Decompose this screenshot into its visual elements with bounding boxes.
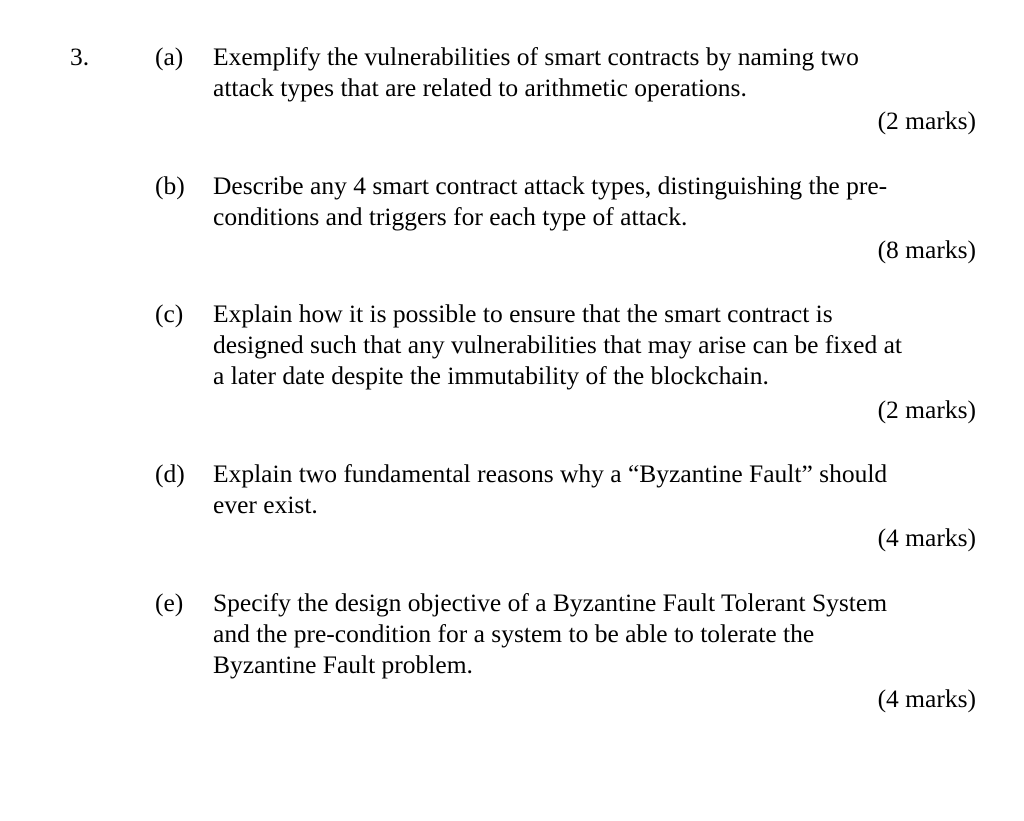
part-label: (b) bbox=[155, 171, 185, 200]
part-text bbox=[213, 41, 983, 103]
part-text-line: attack types that are related to arithmetic operations. bbox=[213, 73, 747, 102]
marks-label: (2 marks) bbox=[877, 395, 976, 424]
part-text-line: designed such that any vulnerabilities that may arise can be fixed at bbox=[213, 330, 902, 359]
part-text-line: Exemplify the vulnerabilities of smart contracts by naming two bbox=[213, 42, 859, 71]
part-text bbox=[213, 298, 983, 391]
part-text bbox=[213, 170, 983, 232]
part-label: (d) bbox=[155, 459, 185, 488]
part-label: (c) bbox=[155, 299, 184, 328]
part-text-line: Specify the design objective of a Byzantine Fault Tolerant System bbox=[213, 588, 888, 617]
part-text-line: Describe any 4 smart contract attack types, distinguishing the pre- bbox=[213, 171, 888, 200]
marks-label: (8 marks) bbox=[877, 235, 976, 264]
marks-label: (4 marks) bbox=[877, 523, 976, 552]
part-text bbox=[213, 458, 983, 520]
part-label: (a) bbox=[155, 42, 184, 71]
part-text-line: ever exist. bbox=[213, 490, 318, 519]
part-text bbox=[213, 587, 983, 680]
part-text-line: and the pre-condition for a system to be able to tolerate the bbox=[213, 619, 815, 648]
question-number: 3. bbox=[70, 42, 90, 71]
marks-label: (2 marks) bbox=[877, 106, 976, 135]
part-label: (e) bbox=[155, 588, 184, 617]
part-text-line: a later date despite the immutability of the blockchain. bbox=[213, 361, 769, 390]
part-text-line: Explain two fundamental reasons why a “Byzantine Fault” should bbox=[213, 459, 888, 488]
part-text-line: Explain how it is possible to ensure that the smart contract is bbox=[213, 299, 833, 328]
part-text-line: conditions and triggers for each type of attack. bbox=[213, 202, 688, 231]
marks-label: (4 marks) bbox=[877, 684, 976, 713]
part-text-line: Byzantine Fault problem. bbox=[213, 650, 473, 679]
